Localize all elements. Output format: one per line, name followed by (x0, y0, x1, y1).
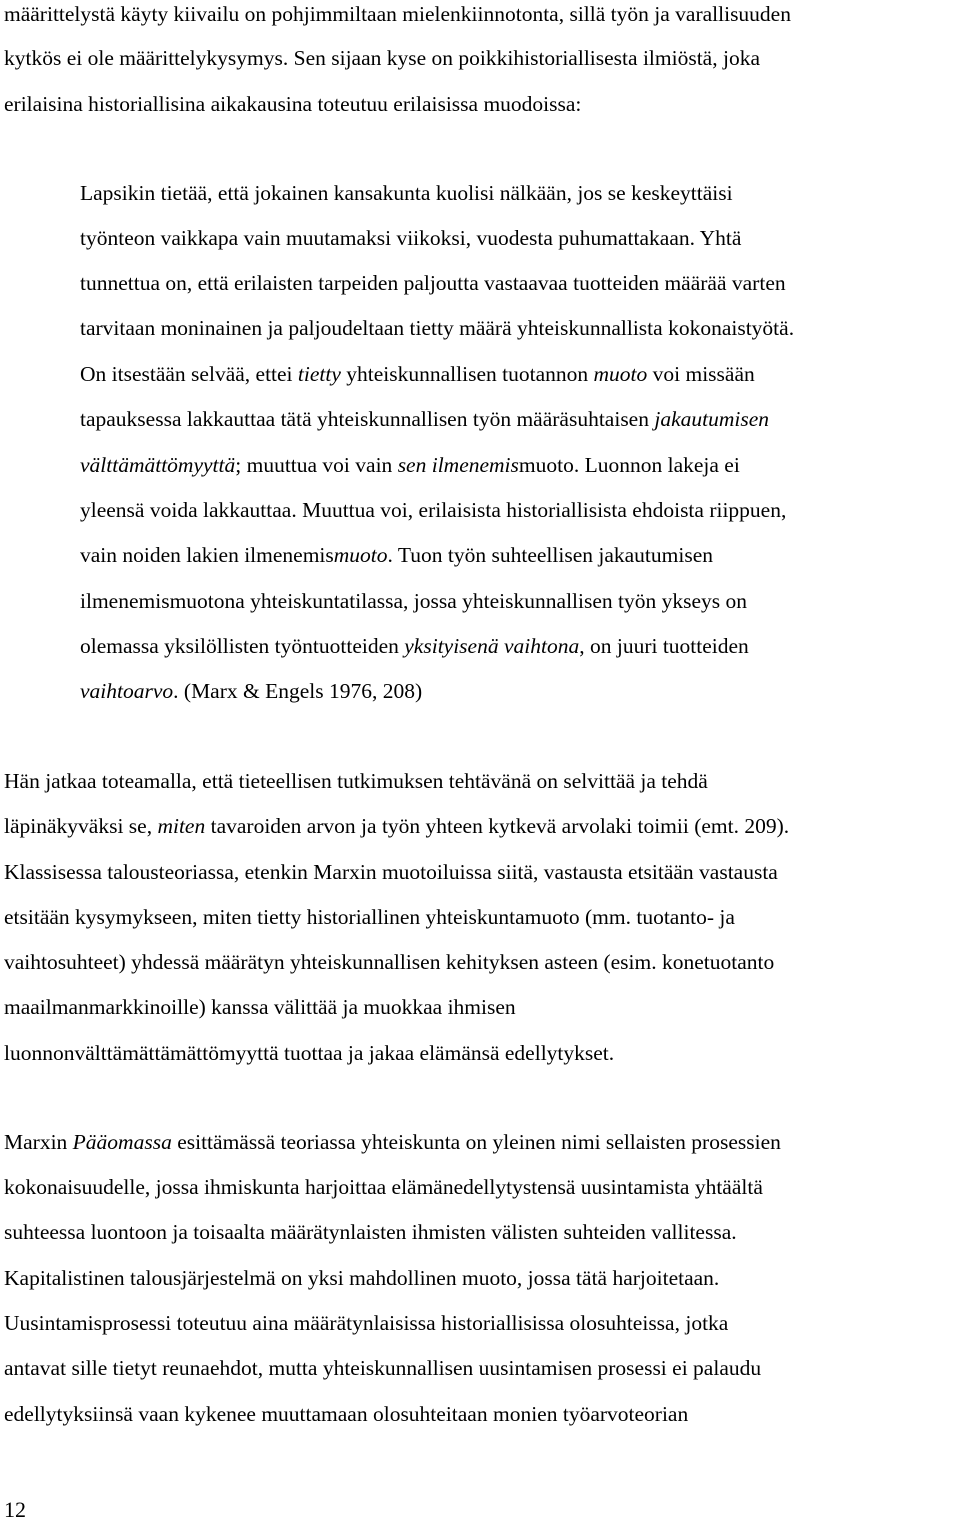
text-line: Hän jatkaa toteamalla, että tieteellisen tutkimuksen tehtävänä on selvittää ja tehdä (4, 769, 708, 793)
text-line: Kapitalistinen talousjärjestelmä on yksi mahdollinen muoto, jossa tätä harjoitetaan. (4, 1266, 720, 1290)
page-number: 12 (4, 1497, 26, 1522)
text-line (4, 816, 789, 838)
quote-line (80, 681, 422, 703)
text-run: ; muuttua voi vain (235, 453, 398, 477)
text-line: antavat sille tietyt reunaehdot, mutta yhteiskunnallisen uusintamisen prosessi ei palaudu (4, 1356, 762, 1380)
quote-line (80, 364, 755, 386)
emphasis: yksityisenä vaihtona (404, 634, 580, 658)
emphasis: sen ilmenemis (397, 453, 519, 477)
quote-line: yleensä voida lakkauttaa. Muuttua voi, erilaisista historiallisista ehdoista riippuen, (80, 498, 787, 522)
text-run: Marxin (4, 1130, 73, 1154)
text-run: . Tuon työn suhteellisen jakautumisen (387, 543, 713, 567)
emphasis: miten (157, 814, 206, 838)
emphasis: jakautumisen (654, 407, 770, 431)
text-line: Klassisessa talousteoriassa, etenkin Marxin muotoiluissa siitä, vastausta etsitään vastausta (4, 860, 778, 884)
text-line: kokonaisuudelle, jossa ihmiskunta harjoittaa elämänedellytystensä uusintamista yhtäältä (4, 1175, 763, 1199)
text-line: maailmanmarkkinoille) kanssa välittää ja muokkaa ihmisen (4, 995, 516, 1019)
text-line: edellytyksiinsä vaan kykenee muuttamaan olosuhteitaan monien työarvoteorian (4, 1402, 689, 1426)
text-line: erilaisina historiallisina aikakausina toteutuu erilaisissa muodoissa: (4, 92, 582, 116)
emphasis: välttämättömyyttä (80, 453, 236, 477)
text-line: määrittelystä käyty kiivailu on pohjimmiltaan mielenkiinnotonta, sillä työn ja varallisuuden (4, 2, 791, 26)
text-run: . (Marx & Engels 1976, 208) (173, 679, 423, 703)
quote-line: ilmenemismuotona yhteiskuntatilassa, jossa yhteiskunnallisen työn ykseys on (80, 589, 748, 613)
text-run: olemassa yksilöllisten työntuotteiden (80, 634, 405, 658)
emphasis: vaihtoarvo (80, 679, 174, 703)
quote-line: työnteon vaikkapa vain muutamaksi viikoksi, vuodesta puhumattakaan. Yhtä (80, 226, 742, 250)
quote-line (80, 636, 749, 658)
quote-line: tarvitaan moninainen ja paljoudeltaan tietty määrä yhteiskunnallista kokonaistyötä. (80, 316, 795, 340)
emphasis: tietty (297, 362, 341, 386)
text-run: esittämässä teoriassa yhteiskunta on yleinen nimi sellaisten prosessien (171, 1130, 781, 1154)
emphasis: muoto (333, 543, 388, 567)
quote-line (80, 409, 769, 431)
quote-line: tunnettua on, että erilaisten tarpeiden paljoutta vastaavaa tuotteiden määrää varten (80, 271, 786, 295)
emphasis: Pääomassa (72, 1130, 172, 1154)
text-run: voi missään (647, 362, 755, 386)
text-line: Uusintamisprosessi toteutuu aina määrätynlaisissa historiallisissa olosuhteissa, jotka (4, 1311, 729, 1335)
emphasis: muoto (593, 362, 648, 386)
text-run: tavaroiden arvon ja työn yhteen kytkevä arvolaki toimii (emt. 209). (205, 814, 790, 838)
text-run: On itsestään selvää, ettei (80, 362, 298, 386)
text-run: , on juuri tuotteiden (579, 634, 749, 658)
quote-line (80, 455, 740, 477)
text-run: tapauksessa lakkauttaa tätä yhteiskunnallisen työn määräsuhtaisen (80, 407, 655, 431)
text-line: etsitään kysymykseen, miten tietty historiallinen yhteiskuntamuoto (mm. tuotanto- ja (4, 905, 735, 929)
text-line (4, 1132, 781, 1154)
text-line: suhteessa luontoon ja toisaalta määrätynlaisten ihmisten välisten suhteiden vallitessa. (4, 1220, 737, 1244)
text-run: muoto. Luonnon lakeja ei (518, 453, 740, 477)
text-line: luonnonvälttämättämättömyyttä tuottaa ja jakaa elämänsä edellytykset. (4, 1041, 615, 1065)
text-line: kytkös ei ole määrittelykysymys. Sen sijaan kyse on poikkihistoriallisesta ilmiöstä, joka (4, 46, 760, 70)
text-line: vaihtosuhteet) yhdessä määrätyn yhteiskunnallisen kehityksen asteen (esim. konetuotanto (4, 950, 775, 974)
text-run: läpinäkyväksi se, (4, 814, 158, 838)
text-run: yhteiskunnallisen tuotannon (340, 362, 594, 386)
text-run: vain noiden lakien ilmenemis (80, 543, 334, 567)
quote-line: Lapsikin tietää, että jokainen kansakunta kuolisi nälkään, jos se keskeyttäisi (80, 181, 733, 205)
quote-line (80, 545, 713, 567)
